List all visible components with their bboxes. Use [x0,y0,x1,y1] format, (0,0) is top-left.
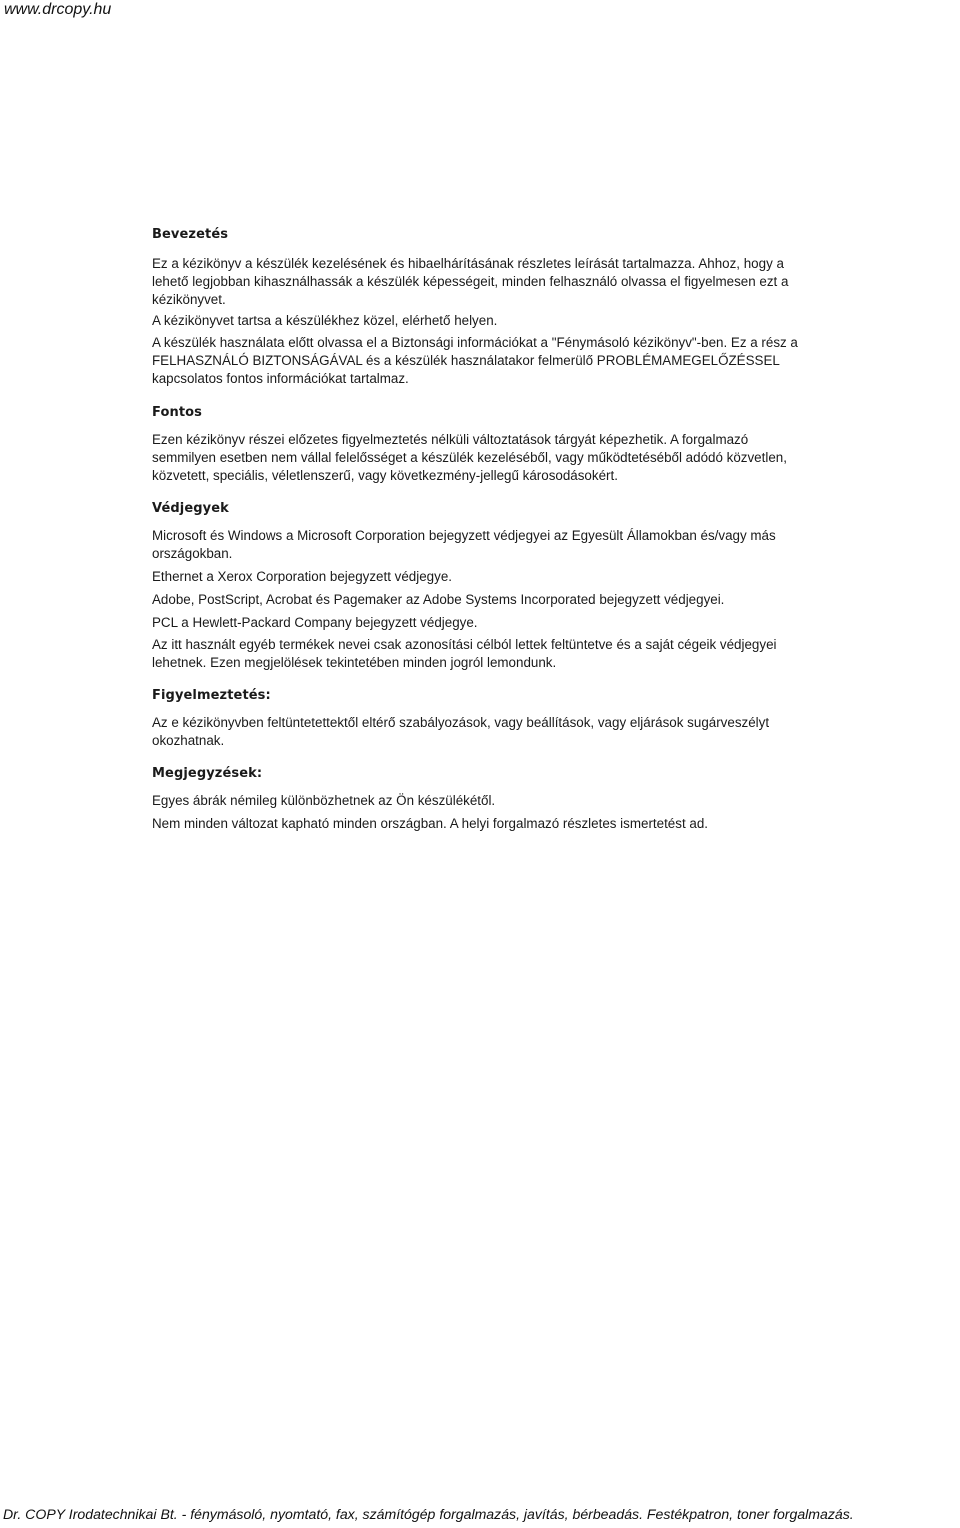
paragraph: Adobe, PostScript, Acrobat és Pagemaker az Adobe Systems Incorporated bejegyzett védjegyei. [152,592,725,607]
section-heading-fontos: Fontos [152,405,203,420]
paragraph: Microsoft és Windows a Microsoft Corporation bejegyzett védjegyei az Egyesült Államokban és/vagy más országokban. [152,528,776,561]
document-body [152,224,812,833]
footer-text: Dr. COPY Irodatechnikai Bt. - fénymásoló, nyomtató, fax, számítógép forgalmazás, javítás, bérbeadás. Festékpatron, toner forgalmazás. [3,1506,854,1522]
section-heading-bevezetes: Bevezetés [152,227,229,242]
paragraph: Egyes ábrák némileg különbözhetnek az Ön készülékétől. [152,793,496,808]
section-vedjegyek [152,500,812,672]
paragraph: Az itt használt egyéb termékek nevei csak azonosítási célból lettek feltüntetve és a saját cégeik védjegyei lehetnek. Ezen megjelölések tekintetében minden jogról lemondunk. [152,637,777,670]
paragraph: Nem minden változat kapható minden országban. A helyi forgalmazó részletes ismertetést ad. [152,816,708,831]
paragraph: Az e kézikönyvben feltüntetettektől eltérő szabályozások, vagy beállítások, vagy eljárások sugárveszélyt okozhatnak. [152,715,770,748]
section-figyelmeztetes [152,687,812,750]
paragraph: A készülék használata előtt olvassa el a Biztonsági információkat a "Fénymásoló kézikönyv"-ben. Ez a rész a FELHASZNÁLÓ BIZTONSÁGÁVAL és a készülék használatakor felmerülő PROBLÉMAMEGELŐZÉSSEL kapcsolatos fontos információkat tartalmaz. [152,335,798,386]
paragraph: Ezen kézikönyv részei előzetes figyelmeztetés nélküli változtatások tárgyát képezhetik. A forgalmazó semmilyen esetben nem vállal felelősséget a készülék kezeléséből, vagy működtetéséből adódó közvetlen, közvetett, speciális, véletlenszerű, vagy következmény-jellegű károsodásokért. [152,432,787,483]
paragraph: PCL a Hewlett-Packard Company bejegyzett védjegye. [152,615,478,630]
section-fontos [152,404,812,485]
paragraph: Ethernet a Xerox Corporation bejegyzett védjegye. [152,569,452,584]
paragraph: A kézikönyvet tartsa a készülékhez közel, elérhető helyen. [152,313,498,328]
section-heading-figyelmeztetes: Figyelmeztetés: [152,688,271,703]
section-bevezetes [152,226,812,388]
section-megjegyzesek [152,765,812,833]
section-heading-megjegyzesek: Megjegyzések: [152,766,263,781]
section-heading-vedjegyek: Védjegyek [152,501,229,516]
paragraph: Ez a kézikönyv a készülék kezelésének és hibaelhárításának részletes leírását tartalmazza. Ahhoz, hogy a lehető legjobban kihasználhassák a készülék képességeit, minden felhasználó olvassa el figyelmesen ezt a kézikönyvet. [152,256,789,307]
site-url-header: www.drcopy.hu [4,1,112,18]
